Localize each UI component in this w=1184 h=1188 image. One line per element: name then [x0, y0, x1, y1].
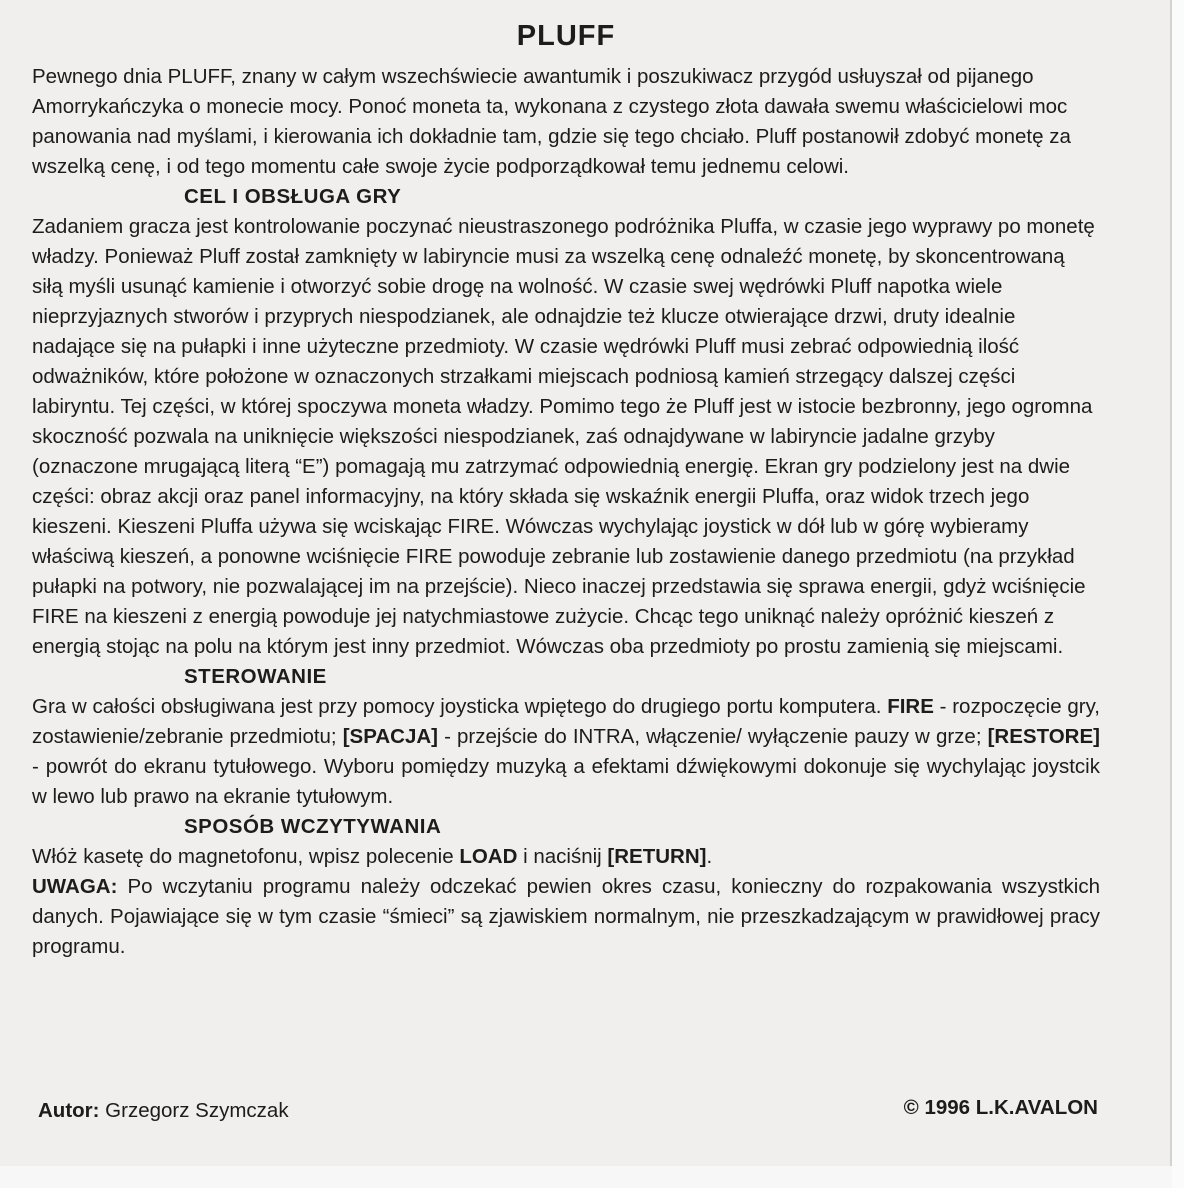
- key-restore: [RESTORE]: [987, 725, 1100, 748]
- key-return: [RETURN]: [607, 845, 707, 868]
- loading-text-3: .: [706, 845, 713, 868]
- note-paragraph: [32, 872, 1100, 962]
- key-fire: FIRE: [887, 695, 934, 718]
- intro-paragraph: Pewnego dnia PLUFF, znany w całym wszechświecie awantumik i poszukiwacz przygód usłuyszał od pijanego Amorrykańczyka o monecie mocy. Ponoć moneta ta, wykonana z czystego złota dawała swemu właścicielowi moc panowania nad myślami, i kierowania ich dokładnie tam, gdzie się tego chciało. Pluff postanowił zdobyć monetę za wszelką cenę, i od tego momentu całe swoje życie podporządkował temu jednemu celowi.: [32, 65, 1071, 178]
- note-label: UWAGA:: [32, 875, 118, 898]
- controls-paragraph: [32, 692, 1100, 812]
- scan-edge-right: [1172, 0, 1184, 1188]
- key-spacja: [SPACJA]: [342, 725, 439, 748]
- author-credit: [38, 1096, 289, 1126]
- goal-heading: CEL I OBSŁUGA GRY: [184, 185, 402, 208]
- controls-text-3: - przejście do INTRA, włączenie/ wyłączenie pauzy w grze;: [438, 725, 988, 748]
- controls-text-2: - rozpoczęcie gry, zostawienie/zebranie przedmiotu;: [32, 695, 1100, 748]
- goal-paragraph: Zadaniem gracza jest kontrolowanie poczynać nieustraszonego podróżnika Pluffa, w czasie jego wyprawy po monetę władzy. Ponieważ Pluff został zamknięty w labiryncie musi za wszelką cenę odnaleźć monetę, by skoncentrowaną siłą myśli usunąć kamienie i otworzyć sobie drogę na wolność. W czasie swej wędrówki Pluff napotka wiele nieprzyjaznych stworów i przyprych niespodzianek, ale odnajdzie też klucze otwierające drzwi, druty idealnie nadające się na pułapki i inne użyteczne przedmioty. W czasie wędrówki Pluff musi zebrać odpowiednią ilość odważników, które położone w oznaczonych strzałkami miejscach podniosą kamień strzegący dalszej części labiryntu. Tej części, w której spoczywa moneta władzy. Pomimo tego że Pluff jest w istocie bezbronny, jego ogromna skoczność pozwala na uniknięcie większości niespodzianek, zaś odnajdywane w labiryncie jadalne grzyby (oznaczone mrugającą literą “E”) pomagają mu zatrzymać odpowiednią energię. Ekran gry podzielony jest na dwie części: obraz akcji oraz panel informacyjny, na który składa się wskaźnik energii Pluffa, oraz widok trzech jego kieszeni. Kieszeni Pluffa używa się wciskając FIRE. Wówczas wychylając joystick w dół lub w górę wybieramy właściwą kieszeń, a ponowne wciśnięcie FIRE powoduje zebranie lub zostawienie danego przedmiotu (na przykład pułapki na potwory, nie pozwalającej im na przejście). Nieco inaczej przedstawia się sprawa energii, gdyż wciśnięcie FIRE na kieszeni z energią powoduje jej natychmiastowe zużycie. Chcąc tego uniknąć należy opróżnić kieszeń z energią stojąc na polu na którym jest inny przedmiot. Wówczas oba przedmioty po prostu zamienią się miejscami.: [32, 215, 1095, 658]
- page-title: PLUFF: [516, 20, 616, 52]
- controls-heading: STEROWANIE: [184, 665, 327, 688]
- author-label: Autor:: [38, 1099, 100, 1122]
- document-content: [32, 18, 1100, 962]
- loading-heading: SPOSÓB WCZYTYWANIA: [184, 815, 442, 838]
- copyright-notice: © 1996 L.K.AVALON: [903, 1096, 1098, 1119]
- loading-text-2: i naciśnij: [517, 845, 608, 868]
- command-load: LOAD: [459, 845, 518, 868]
- scan-edge-bottom: [0, 1166, 1172, 1188]
- loading-text-1: Włóż kasetę do magnetofonu, wpisz polecenie: [32, 845, 460, 868]
- author-name: Grzegorz Szymczak: [99, 1099, 289, 1122]
- controls-text-4: - powrót do ekranu tytułowego. Wyboru pomiędzy muzyką a efektami dźwiękowymi dokonuje się wychylając joystcik w lewo lub prawo na ekranie tytułowym.: [32, 755, 1100, 808]
- page-footer: [38, 1096, 1098, 1126]
- controls-text-1: Gra w całości obsługiwana jest przy pomocy joysticka wpiętego do drugiego portu komputera.: [32, 695, 888, 718]
- loading-paragraph: [32, 842, 1100, 872]
- note-text: Po wczytaniu programu należy odczekać pewien okres czasu, konieczny do rozpakowania wszystkich danych. Pojawiające się w tym czasie “śmieci” są zjawiskiem normalnym, nie przeszkadzającym w prawidłowej pracy programu.: [32, 875, 1100, 958]
